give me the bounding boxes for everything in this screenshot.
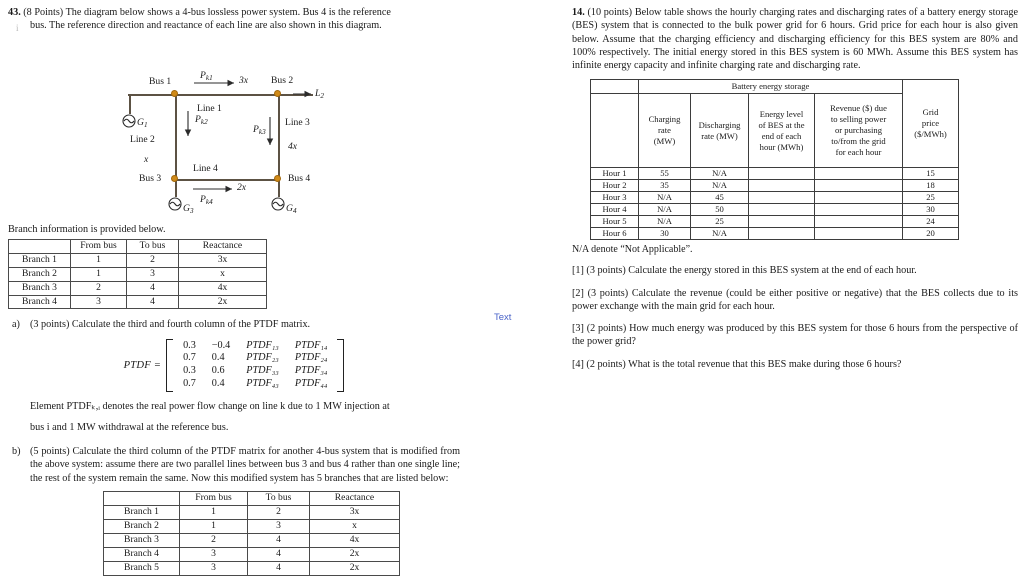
gen-4-label: $G_4$ <box>286 202 297 215</box>
bus-3-label: Bus 3 <box>139 172 162 184</box>
matrix-cell: PTDF₄₃ <box>246 377 279 389</box>
header-blank <box>9 239 71 253</box>
cell-from-bus: 1 <box>71 267 127 281</box>
header-from-bus: From bus <box>180 491 248 505</box>
cell-charging-rate: 55 <box>639 168 691 180</box>
question-43-points: (8 Points) <box>23 7 64 18</box>
table-row <box>591 168 959 180</box>
cell-grid-price: 24 <box>903 216 959 228</box>
header-blank <box>591 94 639 168</box>
cell-revenue[interactable] <box>815 228 903 240</box>
cell-revenue[interactable] <box>815 216 903 228</box>
question-14-body: Below table shows the hourly charging rates and discharging rates of a battery energy storage (BES) system that is connected to the bulk power grid for 6 hours. Grid price for each hour is also given below. Assume that the charging efficiency and discharging efficiency for this BES system are 80% and 100% respectively. The initial energy stored in this BES system is 60 MWh. Assume this BES system has infinite energy capacity and infinite charging rate and discharging rate. <box>572 7 1019 71</box>
cell-reactance: x <box>310 519 400 533</box>
text-annotation[interactable]: Text <box>494 312 512 323</box>
cell-branch-name: Branch 4 <box>9 295 71 309</box>
cell-revenue[interactable] <box>815 168 903 180</box>
cell-energy-level[interactable] <box>749 216 815 228</box>
matrix-cell: 0.7 <box>183 377 196 389</box>
line-4-label: Line 4 <box>193 162 218 174</box>
cell-to-bus: 4 <box>127 281 179 295</box>
table-row <box>591 180 959 192</box>
bus-2-label: Bus 2 <box>271 74 294 86</box>
cell-energy-level[interactable] <box>749 168 815 180</box>
header-blank <box>104 491 180 505</box>
matrix-cell: 0.6 <box>211 365 225 377</box>
part-a-bullet: a) <box>12 319 20 331</box>
cell-hour: Hour 1 <box>591 168 639 180</box>
cell-from-bus: 1 <box>71 253 127 267</box>
part-b-text: (5 points) Calculate the third column of the PTDF matrix for another 4-bus system that is modified from the above system: assume there are two parallel lines between bus 3 and bus 4 rather than one single line; the rest of the system remain the same. Now this modified system has 5 branches that are listed below: <box>30 446 460 484</box>
header-revenue: Revenue ($) due to selling power or purchasing to/from the grid for each hour <box>815 94 903 168</box>
cell-to-bus: 3 <box>248 519 310 533</box>
cell-from-bus: 3 <box>71 295 127 309</box>
cell-grid-price: 18 <box>903 180 959 192</box>
table-row <box>9 253 267 267</box>
matrix-cell: PTDF₄₄ <box>294 377 328 389</box>
table-row <box>104 505 400 519</box>
cell-from-bus: 2 <box>180 533 248 547</box>
branch-information-table <box>8 239 267 310</box>
header-reactance: Reactance <box>310 491 400 505</box>
matrix-row <box>175 340 335 353</box>
table-header-row <box>104 491 400 505</box>
cell-grid-price: 25 <box>903 192 959 204</box>
matrix-cell: 0.4 <box>211 352 225 364</box>
cell-hour: Hour 2 <box>591 180 639 192</box>
table-row <box>591 216 959 228</box>
cell-grid-price: 15 <box>903 168 959 180</box>
matrix-row <box>175 365 335 378</box>
cell-discharging-rate: N/A <box>691 228 749 240</box>
matrix-cell: 0.7 <box>183 352 196 364</box>
cell-branch-name: Branch 3 <box>104 533 180 547</box>
header-reactance: Reactance <box>179 239 267 253</box>
table-row <box>591 192 959 204</box>
ptdf-label: PTDF = <box>123 359 162 371</box>
question-14-number: 14. <box>572 7 585 18</box>
matrix-row <box>175 378 335 391</box>
bus-1-label: Bus 1 <box>149 75 172 87</box>
cell-branch-name: Branch 1 <box>104 505 180 519</box>
cell-from-bus: 3 <box>180 561 248 575</box>
cell-reactance: 3x <box>310 505 400 519</box>
bes-question-1: [1] (3 points) Calculate the energy stored in this BES system at the end of each hour. <box>572 265 917 277</box>
matrix-cell: PTDF₂₄ <box>294 352 328 364</box>
cell-energy-level[interactable] <box>749 180 815 192</box>
cell-reactance: 2x <box>179 295 267 309</box>
cell-discharging-rate: 25 <box>691 216 749 228</box>
matrix-cell: PTDF₁₄ <box>294 339 328 351</box>
battery-energy-storage-table <box>590 79 959 240</box>
cell-hour: Hour 4 <box>591 204 639 216</box>
question-43 <box>8 6 460 33</box>
table-group-header-row <box>591 80 959 94</box>
cell-branch-name: Branch 5 <box>104 561 180 575</box>
table-row <box>9 267 267 281</box>
question-43-line1 <box>8 6 460 19</box>
line-4-reactance: 2x <box>237 181 247 193</box>
bes-na-note: N/A denote “Not Applicable”. <box>572 244 693 256</box>
table-row <box>104 533 400 547</box>
header-from-bus: From bus <box>71 239 127 253</box>
bes-question-3: [3] (2 points) How much energy was produced by this BES system for those 6 hours from the perspective of the power grid? <box>572 323 1018 348</box>
header-energy-level: Energy level of BES at the end of each hour (MWh) <box>749 94 815 168</box>
flow-pk1-label: $P_{k1}$ <box>200 69 213 82</box>
cell-branch-name: Branch 2 <box>104 519 180 533</box>
ptdf-note-line2: bus i and 1 MW withdrawal at the reference bus. <box>30 421 229 433</box>
cell-to-bus: 4 <box>248 533 310 547</box>
part-a-text: (3 points) Calculate the third and fourth column of the PTDF matrix. <box>30 319 311 331</box>
part-b <box>8 445 460 485</box>
cell-to-bus: 3 <box>127 267 179 281</box>
question-43-number: 43. <box>8 7 21 18</box>
cell-grid-price: 20 <box>903 228 959 240</box>
cell-hour: Hour 3 <box>591 192 639 204</box>
header-grid-price: Grid price ($/MWh) <box>903 80 959 168</box>
cell-reactance: 4x <box>310 533 400 547</box>
power-system-diagram <box>8 37 460 215</box>
question-43-line2: bus. The reference direction and reactance of each line are also shown in this diagram. <box>30 20 382 32</box>
cell-discharging-rate: N/A <box>691 180 749 192</box>
modified-branch-information-table <box>103 491 400 576</box>
line-1-label: Line 1 <box>197 102 222 114</box>
cell-reactance: 2x <box>310 561 400 575</box>
matrix-cell: 0.4 <box>211 377 225 389</box>
bus-4-label: Bus 4 <box>288 172 311 184</box>
margin-mark: i <box>16 23 19 33</box>
bes-table-wrap <box>572 79 1018 240</box>
question-14 <box>572 6 1018 72</box>
cell-revenue[interactable] <box>815 204 903 216</box>
header-charging-rate: Charging rate (MW) <box>639 94 691 168</box>
cell-branch-name: Branch 4 <box>104 547 180 561</box>
table-row <box>9 281 267 295</box>
question-43-text-line1: The diagram below shows a 4-bus lossless power system. Bus 4 is the reference <box>65 7 391 18</box>
cell-revenue[interactable] <box>815 192 903 204</box>
line-1-reactance: 3x <box>239 74 249 86</box>
cell-grid-price: 30 <box>903 204 959 216</box>
bes-question-2: [2] (3 points) Calculate the revenue (could be either positive or negative) that the BES collects due to its power exchange with the main grid for each hour. <box>572 287 1018 312</box>
cell-reactance: x <box>179 267 267 281</box>
gen-1-label: $G_1$ <box>137 116 148 129</box>
header-blank-corner <box>591 80 639 94</box>
cell-branch-name: Branch 1 <box>9 253 71 267</box>
matrix-cell: PTDF₃₃ <box>246 365 279 377</box>
question-14-points: (10 points) <box>587 7 633 18</box>
flow-pk4-label: $P_{k4}$ <box>200 193 213 206</box>
modified-branch-table-wrap <box>8 491 460 576</box>
ptdf-note-line1: Element PTDFₖ,ᵢ denotes the real power flow change on line k due to 1 MW injection at <box>30 400 390 412</box>
matrix-row <box>175 352 335 365</box>
cell-to-bus: 2 <box>127 253 179 267</box>
table-header-row <box>9 239 267 253</box>
cell-to-bus: 4 <box>248 561 310 575</box>
table-row <box>9 295 267 309</box>
cell-reactance: 3x <box>179 253 267 267</box>
cell-revenue[interactable] <box>815 180 903 192</box>
header-discharging-rate: Discharging rate (MW) <box>691 94 749 168</box>
matrix-cell: PTDF₂₃ <box>246 352 279 364</box>
cell-energy-level[interactable] <box>749 228 815 240</box>
cell-hour: Hour 6 <box>591 228 639 240</box>
ptdf-matrix-equation <box>8 339 460 392</box>
cell-to-bus: 4 <box>127 295 179 309</box>
cell-energy-level[interactable] <box>749 192 815 204</box>
ptdf-matrix <box>175 340 335 391</box>
cell-charging-rate: 30 <box>639 228 691 240</box>
header-to-bus: To bus <box>248 491 310 505</box>
table-row <box>591 204 959 216</box>
matrix-cell: PTDF₁₃ <box>246 339 279 351</box>
matrix-cell: 0.3 <box>183 339 196 351</box>
cell-charging-rate: N/A <box>639 204 691 216</box>
line-3-reactance: 4x <box>288 140 298 152</box>
cell-charging-rate: N/A <box>639 192 691 204</box>
flow-pk2-label: $P_{k2}$ <box>195 113 208 126</box>
cell-to-bus: 4 <box>248 547 310 561</box>
matrix-cell: −0.4 <box>211 339 231 351</box>
table-row <box>104 519 400 533</box>
table-row <box>104 561 400 575</box>
cell-reactance: 2x <box>310 547 400 561</box>
cell-discharging-rate: N/A <box>691 168 749 180</box>
cell-from-bus: 1 <box>180 519 248 533</box>
part-a <box>8 318 460 331</box>
header-battery-energy-storage: Battery energy storage <box>639 80 903 94</box>
branch-info-intro: Branch information is provided below. <box>8 223 166 235</box>
cell-discharging-rate: 45 <box>691 192 749 204</box>
cell-branch-name: Branch 3 <box>9 281 71 295</box>
cell-from-bus: 2 <box>71 281 127 295</box>
flow-pk3-label: $P_{k3}$ <box>253 123 266 136</box>
cell-discharging-rate: 50 <box>691 204 749 216</box>
line-2-reactance: x <box>144 153 149 165</box>
load-2-label: $L_2$ <box>315 87 324 100</box>
cell-charging-rate: N/A <box>639 216 691 228</box>
table-row <box>104 547 400 561</box>
cell-reactance: 4x <box>179 281 267 295</box>
diagram-arrows <box>8 37 460 187</box>
cell-charging-rate: 35 <box>639 180 691 192</box>
part-b-bullet: b) <box>12 446 21 458</box>
left-column <box>8 6 460 576</box>
matrix-cell: 0.3 <box>183 365 196 377</box>
cell-from-bus: 3 <box>180 547 248 561</box>
line-3-label: Line 3 <box>285 116 310 128</box>
cell-energy-level[interactable] <box>749 204 815 216</box>
line-2-label: Line 2 <box>130 133 155 145</box>
header-to-bus: To bus <box>127 239 179 253</box>
right-column <box>572 6 1018 371</box>
cell-branch-name: Branch 2 <box>9 267 71 281</box>
gen-3-label: $G_3$ <box>183 202 194 215</box>
cell-hour: Hour 5 <box>591 216 639 228</box>
matrix-cell: PTDF₃₄ <box>294 365 328 377</box>
cell-to-bus: 2 <box>248 505 310 519</box>
matrix-bracket <box>166 339 344 392</box>
bes-question-4: [4] (2 points) What is the total revenue that this BES make during those 6 hours? <box>572 358 902 370</box>
table-row <box>591 228 959 240</box>
cell-from-bus: 1 <box>180 505 248 519</box>
